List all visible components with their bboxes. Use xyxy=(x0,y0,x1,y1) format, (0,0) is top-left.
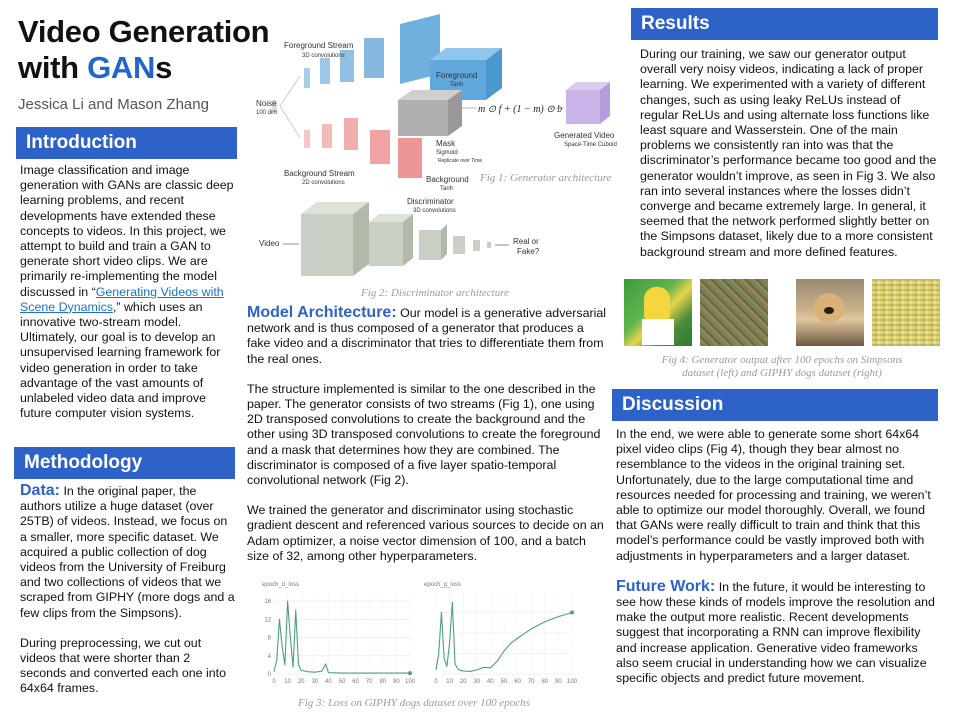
discussion-body: In the end, we were able to generate some short 64x64 pixel video clips (Fig 4), though they bear almost no resemblance to the videos in the original training set. Unfortunately, due to the large computational time and resources needed for processing and training, we weren’t able to optimize our model thoroughly. Overall, we found that GANs were really difficult to train and think that this model’s performance could be vastly improved both with adjustments in hyperparameters and a larger dataset. xyxy=(616,427,931,563)
structure-text: The structure implemented is similar to the one described in the paper. The generator consists of two streams (Fig 1), one using 2D transposed convolutions to create the background and the other using 3D transposed convolutions to create the foreground and a mask that determines how they are combined. The discriminator is composed of a five layer spatio-temporal convolutional network (Fig 2). xyxy=(247,381,601,488)
x-tick-label: 50 xyxy=(500,679,508,685)
foreground-stream-sublabel: 3D convolutions xyxy=(302,53,345,59)
x-tick-label: 30 xyxy=(473,679,481,685)
x-tick-label: 70 xyxy=(365,679,373,685)
fig1-caption: Fig 1: Generator architecture xyxy=(480,172,612,184)
foreground-stream-label: Foreground Stream xyxy=(284,41,354,50)
mask-label: Mask xyxy=(436,139,456,148)
x-tick-label: 60 xyxy=(352,679,359,685)
x-tick-label: 30 xyxy=(311,679,319,685)
x-tick-label: 60 xyxy=(514,679,521,685)
title-suffix: s xyxy=(155,50,173,85)
dog-sample-image xyxy=(796,279,864,346)
paper-link[interactable]: Generating Videos with Scene Dynamics xyxy=(20,284,224,314)
x-tick-label: 0 xyxy=(272,679,276,685)
x-tick-label: 70 xyxy=(527,679,535,685)
intro-text-part1: Image classification and image generation with GANs are classic deep learning problems, and recent developments have extended these concepts to videos. In this project, we attempt to build and train a GAN to generate short video clips. We are primarily re-implementing the model discussed in “ xyxy=(20,163,234,299)
discriminator-blocks xyxy=(301,202,491,276)
mask-block xyxy=(398,90,462,136)
poster-title xyxy=(18,14,269,86)
y-tick-label: 0 xyxy=(267,672,271,678)
foreground-sublabel: Tanh xyxy=(450,82,464,88)
noise-to-foreground-line xyxy=(280,76,300,106)
fig4-caption-line2: dataset (left) and GIPHY dogs dataset (right) xyxy=(682,367,882,379)
background-label: Background xyxy=(426,175,469,184)
model-architecture-text xyxy=(247,305,607,564)
x-tick-label: 80 xyxy=(379,679,387,685)
fig3-caption: Fig 3: Loss on GIPHY dogs dataset over 100 epochs xyxy=(298,697,530,709)
x-tick-label: 90 xyxy=(555,679,562,685)
preprocessing-text: During preprocessing, we cut out videos that were shorter than 2 seconds and converted each one into 64x64 frames. xyxy=(20,635,226,696)
methodology-text xyxy=(20,483,236,697)
fake-label: Fake? xyxy=(517,247,540,256)
results-text: During our training, we saw our generator output overall very noisy videos, indicating a lack of proper learning. We experimented with a variety of different changes, such as using leaky ReLUs instead of regular ReLUs and using alternate loss functions like least square and Wasserstein. One of the main problems we consistently ran into was that the discriminator’s performance became too good and the generator wouldn’t improve, as seen in Fig 3. We also ran into several instances where the losses didn’t converge and became extremely large. In general, it seemed that the network performed slightly better on the Simpsons dataset, likely due to a more consistent background stream and more defined features. xyxy=(640,47,937,259)
real-or-label: Real or xyxy=(513,237,539,246)
mask-sublabel: Sigmoid xyxy=(436,150,458,156)
discriminator-sublabel: 3D convolutions xyxy=(413,208,456,214)
introduction-heading: Introduction xyxy=(16,127,237,159)
training-text: We trained the generator and discriminator using stochastic gradient descent and referenced various sources to decide on an Adam optimizer, a noise vector dimension of 100, and a batch size of 32, among other hyperparameters. xyxy=(247,503,604,563)
background-sublabel: Tanh xyxy=(440,186,454,190)
discriminator-label: Discriminator xyxy=(407,197,454,206)
x-tick-label: 90 xyxy=(393,679,400,685)
x-tick-label: 20 xyxy=(459,679,467,685)
introduction-text xyxy=(20,163,236,421)
data-label: Data: xyxy=(20,482,61,499)
generated-video-sublabel: Space-Time Cuboid xyxy=(564,142,617,148)
x-tick-label: 20 xyxy=(297,679,305,685)
combination-formula: m ⊙ f + (1 − m) ⊙ b xyxy=(478,104,563,115)
y-tick-label: 4 xyxy=(267,653,271,660)
discussion-text xyxy=(616,427,940,686)
title-line-1: Video Generation xyxy=(18,14,270,49)
x-tick-label: 10 xyxy=(446,679,453,685)
model-architecture-label: Model Architecture: xyxy=(247,304,397,321)
title-line-2 xyxy=(18,50,269,86)
g-loss-chart-title: epoch_g_loss xyxy=(424,582,462,588)
discriminator-architecture-diagram xyxy=(255,194,555,286)
generated-video-label: Generated Video xyxy=(554,131,615,140)
background-stream-sublabel: 2D convolutions xyxy=(302,180,345,186)
authors: Jessica Li and Mason Zhang xyxy=(18,96,209,113)
noise-label: Noise xyxy=(256,99,277,108)
dog-generated-image xyxy=(872,279,940,346)
results-heading: Results xyxy=(631,8,938,40)
foreground-label: Foreground xyxy=(436,71,478,80)
data-text: In the original paper, the authors utilize a huge dataset (over 25TB) of videos. Instead, we focus on a smaller, more specific dataset. We acquired a public collection of dog videos from the University of Freiburg and two collections of videos that we scraped from GIPHY (more dogs and a few clips from the Simpsons). xyxy=(20,484,235,620)
noise-sublabel: 100 dim xyxy=(256,110,278,116)
title-word-gan: GAN xyxy=(87,50,156,85)
replicate-label: Replicate over Time xyxy=(438,158,483,164)
discussion-heading: Discussion xyxy=(612,389,938,421)
noise-to-background-line xyxy=(280,106,300,138)
d-loss-chart xyxy=(258,578,418,696)
methodology-heading: Methodology xyxy=(14,447,235,479)
y-tick-label: 16 xyxy=(264,599,271,606)
d-loss-chart-title: epoch_d_loss xyxy=(262,582,300,588)
model-architecture-intro: Our model is a generative adversarial network and is thus composed of a generator that produces a fake video and a discriminator that tries to differentiate them from the real ones. xyxy=(247,306,607,366)
y-tick-label: 8 xyxy=(267,635,271,642)
background-stream-label: Background Stream xyxy=(284,169,355,178)
generated-video-cuboid xyxy=(566,82,610,124)
fig4-caption-line1: Fig 4: Generator output after 100 epochs on Simpsons xyxy=(661,354,903,366)
loss-end-point xyxy=(570,611,574,615)
simpsons-generated-image xyxy=(700,279,768,346)
x-tick-label: 100 xyxy=(566,679,578,685)
x-tick-label: 0 xyxy=(434,679,438,685)
simpsons-sample-image xyxy=(624,279,692,346)
x-tick-label: 10 xyxy=(284,679,291,685)
x-tick-label: 50 xyxy=(338,679,346,685)
x-tick-label: 40 xyxy=(487,679,494,685)
loss-end-point xyxy=(408,671,412,675)
x-tick-label: 100 xyxy=(404,679,416,685)
generator-architecture-diagram xyxy=(250,10,620,190)
x-tick-label: 40 xyxy=(325,679,332,685)
fig2-caption: Fig 2: Discriminator architecture xyxy=(361,287,509,299)
video-input-label: Video xyxy=(259,239,280,248)
x-tick-label: 80 xyxy=(541,679,549,685)
y-tick-label: 12 xyxy=(264,617,271,624)
g-loss-chart xyxy=(420,578,580,696)
fig4-caption xyxy=(612,354,952,380)
title-word-with: with xyxy=(18,50,88,85)
future-work-label: Future Work: xyxy=(616,577,716,595)
intro-text-part2: ,” which uses an innovative two-stream model. Ultimately, our goal is to develop an unsupervised learning framework for video generation in order to take advantage of the vast amounts of unlabeled video data and improve future computer vision systems. xyxy=(20,299,221,421)
future-work-text: In the future, it would be interesting to see how these kinds of models improve the resolution and make the output more realistic. Recent developments suggest that incorporating a RNN can improve flexibility and increase application. Generative video frameworks also seem crucial in understanding how we can visualize specific objects and predict future movement. xyxy=(616,579,935,686)
